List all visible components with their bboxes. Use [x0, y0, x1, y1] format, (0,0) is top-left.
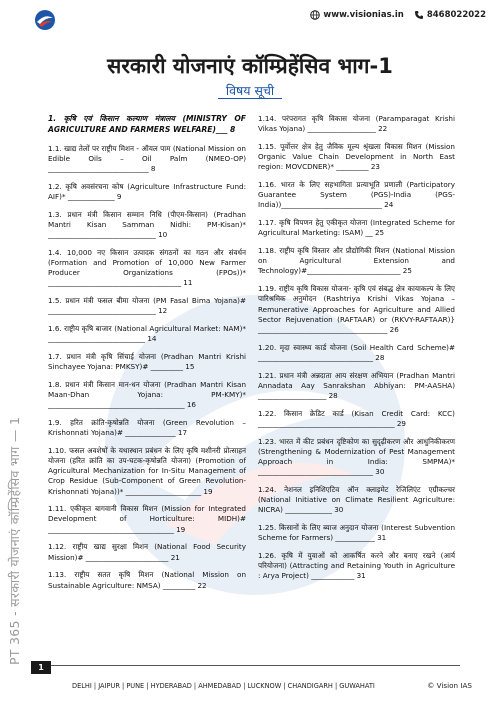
toc-heading: विषय सूची [225, 83, 275, 98]
phone-link[interactable] [414, 10, 486, 20]
footer-cities: DELHI | JAIPUR | PUNE | HYDERABAD | AHMEDABAD | LUCKNOW | CHANDIGARH | GUWAHATI [72, 682, 375, 690]
footer-copyright: © Vision IAS [427, 681, 472, 690]
toc-entry[interactable]: 1.21. प्रधान मंत्री अन्नदाता आय संरक्षण अभियान (Pradhan Mantri Annadata Aay Sanrakshan Abhiyan: PM-AASHA) ___________________ 28 [258, 370, 455, 400]
toc-entry[interactable]: 1.12. राष्ट्रीय खाद्य सुरक्षा मिशन (National Food Security Mission)# _______________________ 21 [48, 542, 246, 562]
toc-entry[interactable]: 1.17. कृषि विपणन हेतु एकीकृत योजना (Integrated Scheme for Agricultural Marketing: ISAM) __ 25 [258, 218, 455, 238]
toc-entry[interactable]: 1.18. राष्ट्रीय कृषि विस्तार और प्रौद्योगिकी मिशन (National Mission on Agricultural Extension and Technology)#__________________________ 25 [258, 246, 455, 276]
toc-entry[interactable]: 1.11. एकीकृत बागवानी विकास मिशन (Mission for Integrated Development of Horticulture: MIDH)# ___________________________________ 19 [48, 504, 246, 534]
toc-entry[interactable]: 1.10. फसल अवशेषों के यथास्थान प्रबंधन के लिए कृषि मशीनरी प्रोत्साहन योजना (हरित क्रांति का उप-घटक-कृषोन्नति योजना) (Promotion of Agricultural Mechanization for In-Situ Management of Crop Residue (Sub-Component of Green Revolution-Krishonnati Yojana))* _____________________ 19 [48, 445, 246, 496]
toc-entry[interactable]: 1.2. कृषि अवसंरचना कोष (Agriculture Infrastructure Fund: AIF)* _____________ 9 [48, 181, 246, 201]
website-link[interactable] [310, 10, 403, 20]
toc-right-column [258, 114, 455, 589]
toc-entry[interactable]: 1.16. भारत के लिए सहभागिता प्रत्याभूति प्रणाली (Participatory Guarantee System (PGS)-India (PGS-India))____________________________ 24 [258, 180, 455, 210]
toc-entry[interactable]: 1.20. मृदा स्वास्थ्य कार्ड योजना (Soil Health Card Scheme)# ________________________________ 28 [258, 342, 455, 362]
side-running-title: PT 365 - सरकारी योजनाएं कॉम्प्रिहेंसिव भाग — 1 [7, 416, 22, 665]
vision-ias-logo [34, 9, 56, 31]
toc-entry[interactable]: 1.6. राष्ट्रीय कृषि बाजार (National Agricultural Market: NAM)* ___________________________ 14 [48, 323, 246, 344]
toc-entry[interactable]: 1.14. परंपरागत कृषि विकास योजना (Paramparagat Krishi Vikas Yojana) ___________________ 22 [258, 114, 455, 134]
website-text: www.visionias.in [323, 10, 404, 20]
toc-entry[interactable]: 1.25. किसानों के लिए ब्याज अनुदान योजना (Interest Subvention Scheme for Farmers) ___________ 31 [258, 523, 455, 543]
page-number: 1 [31, 661, 51, 674]
toc-entry[interactable]: 1.3. प्रधान मंत्री किसान सम्मान निधि (पीएम-किसान) (Pradhan Mantri Kisan Samman Nidhi: PM-Kisan)* ______________________________ 10 [48, 209, 246, 240]
toc-left-column [48, 114, 246, 598]
phone-icon [414, 10, 424, 20]
toc-entry[interactable]: 1.1. खाद्य तेलों पर राष्ट्रीय मिशन - ऑयल पाम (National Mission on Edible Oils – Oil Palm (NMEO-OP) ____________________________ 8 [48, 143, 246, 173]
header-contact [310, 10, 486, 20]
toc-entry[interactable]: 1.15. पूर्वोत्तर क्षेत्र हेतु जैविक मूल्य श्रृंखला विकास मिशन (Mission Organic Value Chain Development in North East region: MOVCDNER)* _________ 23 [258, 141, 455, 172]
page-title: सरकारी योजनाएं कॉम्प्रिहेंसिव भाग-1 [107, 54, 393, 78]
toc-entry[interactable]: 1.13. राष्ट्रीय सतत कृषि मिशन (National Mission on Sustainable Agriculture: NMSA) _________ 22 [48, 570, 246, 590]
toc-entry[interactable]: 1.24. नेशनल इनिशिएटिव ऑन क्लाइमेट रेजिलिएंट एग्रीकल्चर (National Initiative on Climate Resilient Agriculture: NICRA) _____________ 30 [258, 484, 455, 515]
toc-entry[interactable]: 1.26. कृषि में युवाओं को आकर्षित करने और बनाए रखने (आर्य परियोजना) (Attracting and Retaining Youth in Agriculture : Arya Project) ____________ 31 [258, 550, 455, 581]
toc-entry[interactable]: 1.23. भारत में कीट प्रबंधन दृष्टिकोण का सुदृढ़ीकरण और आधुनिकीकरण (Strengthening & Modernization of Pest Management Approach in India: SMPMA)* ________________________________ 30 [258, 436, 455, 477]
toc-entry[interactable]: 1.9. हरित क्रांति-कृषोन्नति योजना (Green Revolution – Krishonnati Yojana)# ______________ 17 [48, 417, 246, 438]
toc-chapter-heading[interactable]: 1. कृषि एवं किसान कल्याण मंत्रालय (MINISTRY OF AGRICULTURE AND FARMERS WELFARE)___ 8 [48, 114, 246, 134]
toc-entry[interactable]: 1.7. प्रधान मंत्री कृषि सिंचाई योजना (Pradhan Mantri Krishi Sinchayee Yojana: PMKSY)# _________ 15 [48, 351, 246, 372]
toc-heading-underline [218, 98, 282, 99]
phone-text: 8468022022 [426, 10, 486, 20]
toc-entry[interactable]: 1.19. राष्ट्रीय कृषि विकास योजना- कृषि एवं संबद्ध क्षेत्र कायाकल्प के लिए पारिश्रमिक अनुमोदन (Rashtriya Krishi Vikas Yojana – Remunerative Approaches for Agriculture and Allied Sector Rejuvenation (RAFTAAR) or (RKVY-RAFTAAR)} ____________________________________ 26 [258, 284, 455, 334]
toc-entry[interactable]: 1.22. किसान क्रेडिट कार्ड (Kisan Credit Card: KCC) ______________________________________ 29 [258, 408, 455, 428]
toc-entry[interactable]: 1.4. 10,000 नए किसान उत्पादक संगठनों का गठन और संवर्धन (Formation and Promotion of 10,000 New Farmer Producer Organizations (FPOs))* _____________________________________ 11 [48, 247, 246, 288]
toc-entry[interactable]: 1.5. प्रधान मंत्री फसल बीमा योजना (PM Fasal Bima Yojana)# ______________________________ 12 [48, 296, 246, 316]
footer-divider [48, 665, 460, 666]
globe-icon [310, 10, 320, 20]
page-header [0, 0, 500, 40]
toc-entry[interactable]: 1.8. प्रधान मंत्री किसान मान-धन योजना (Pradhan Mantri Kisan Maan-Dhan Yojana: PM-KMY)* ______________________________________ 16 [48, 379, 246, 410]
